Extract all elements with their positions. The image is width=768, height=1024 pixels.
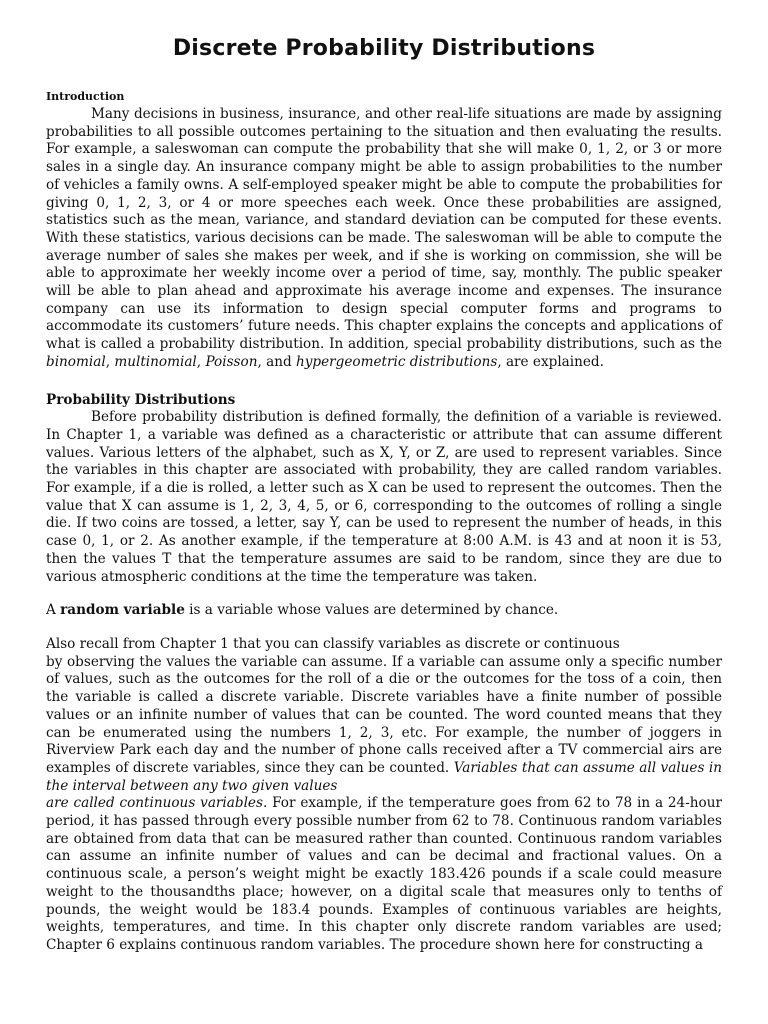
discrete-continuous-paragraph: by observing the values the variable can assume. If a variable can assume only a specific number of values, such as the outcomes for the roll of a die or the outcomes for the toss of a coin, then the variable is called a discrete variable. Discrete variables have a finite number of possible values or an infinite number of values that can be counted. The word counted means that they can be enumerated using the numbers 1, 2, 3, etc. For example, the number of joggers in Riverview Park each day and the number of phone calls received after a TV commercial airs are examples of discrete variables, since they can be counted. Variables that can assume all values in the interval between any two given values are called continuous variables. For example, if the temperature goes from 62 to 78 in a 24-hour period, it has passed through every possible number from 62 to 78. Continuous random variables are obtained from data that can be measured rather than counted. Continuous random variables can assume an infinite number of values and can be decimal and fractional values. On a continuous scale, a person’s weight might be exactly 183.426 pounds if a scale could measure weight to the thousandths place; however, on a digital scale that measures only to tenths of pounds, the weight would be 183.4 pounds. Examples of continuous variables are heights, weights, temperatures, and time. In this chapter only discrete random variables are used; Chapter 6 explains continuous random variables. The procedure shown here for constructing a: [46, 653, 723, 953]
continuous-definition-part2: are called continuous variables: [46, 795, 263, 812]
page-title: Discrete Probability Distributions: [172, 36, 596, 61]
section-heading: Probability Distributions: [46, 391, 236, 408]
probability-distributions-paragraph: Before probability distribution is defined formally, the definition of a variable is reviewed. In Chapter 1, a variable was defined as a characteristic or attribute that can assume different values. Various letters of the alphabet, such as X, Y, or Z, are used to represent variables. Since the variables in this chapter are associated with probability, they are called random variables. For example, if a die is rolled, a letter such as X can be used to represent the outcomes. Then the value that X can assume is 1, 2, 3, 4, 5, or 6, corresponding to the outcomes of rolling a single die. If two coins are tossed, a letter, say Y, can be used to represent the number of heads, in this case 0, 1, or 2. As another example, if the temperature at 8:00 A.M. is 43 and at noon it is 53, then the values T that the temperature assumes are said to be random, since they are due to various atmospheric conditions at the time the temperature was taken.: [46, 409, 722, 585]
term-hypergeometric: hypergeometric distributions: [296, 353, 498, 370]
random-variable-definition: A random variable is a variable whose values are determined by chance.: [46, 602, 559, 619]
document-body: [46, 90, 722, 955]
intro-heading: Introduction: [46, 90, 125, 103]
intro-paragraph: Many decisions in business, insurance, and other real-life situations are made by assigning probabilities to all possible outcomes pertaining to the situation and then evaluating the results. For example, a saleswoman can compute the probability that she will make 0, 1, 2, or 3 or more sales in a single day. An insurance company might be able to assign probabilities to the number of vehicles a family owns. A self-employed speaker might be able to compute the probabilities for giving 0, 1, 2, 3, or 4 or more speeches each week. Once these probabilities are assigned, statistics such as the mean, variance, and standard deviation can be computed for these events. With these statistics, various decisions can be made. The saleswoman will be able to compute the average number of sales she makes per week, and if she is working on commission, she will be able to approximate her weekly income over a period of time, say, monthly. The public speaker will be able to plan ahead and approximate his average income and expenses. The insurance company can use its information to design special computer forms and programs to accommodate its customers’ future needs. This chapter explains the concepts and applications of what is called a probability distribution. In addition, special probability distributions, such as the binomial, multinomial, Poisson, and hypergeometric distributions, are explained.: [46, 106, 722, 370]
recall-paragraph: [46, 636, 722, 654]
definition-term: random variable: [60, 602, 185, 619]
term-multinomial: multinomial: [114, 353, 197, 370]
term-poisson: Poisson: [205, 353, 258, 370]
continuous-definition-part1: Variables that can assume all values in the interval between any two given values: [46, 759, 723, 794]
recall-first-line: Also recall from Chapter 1 that you can classify variables as discrete or continuous: [46, 635, 620, 652]
term-binomial: binomial: [46, 353, 106, 370]
